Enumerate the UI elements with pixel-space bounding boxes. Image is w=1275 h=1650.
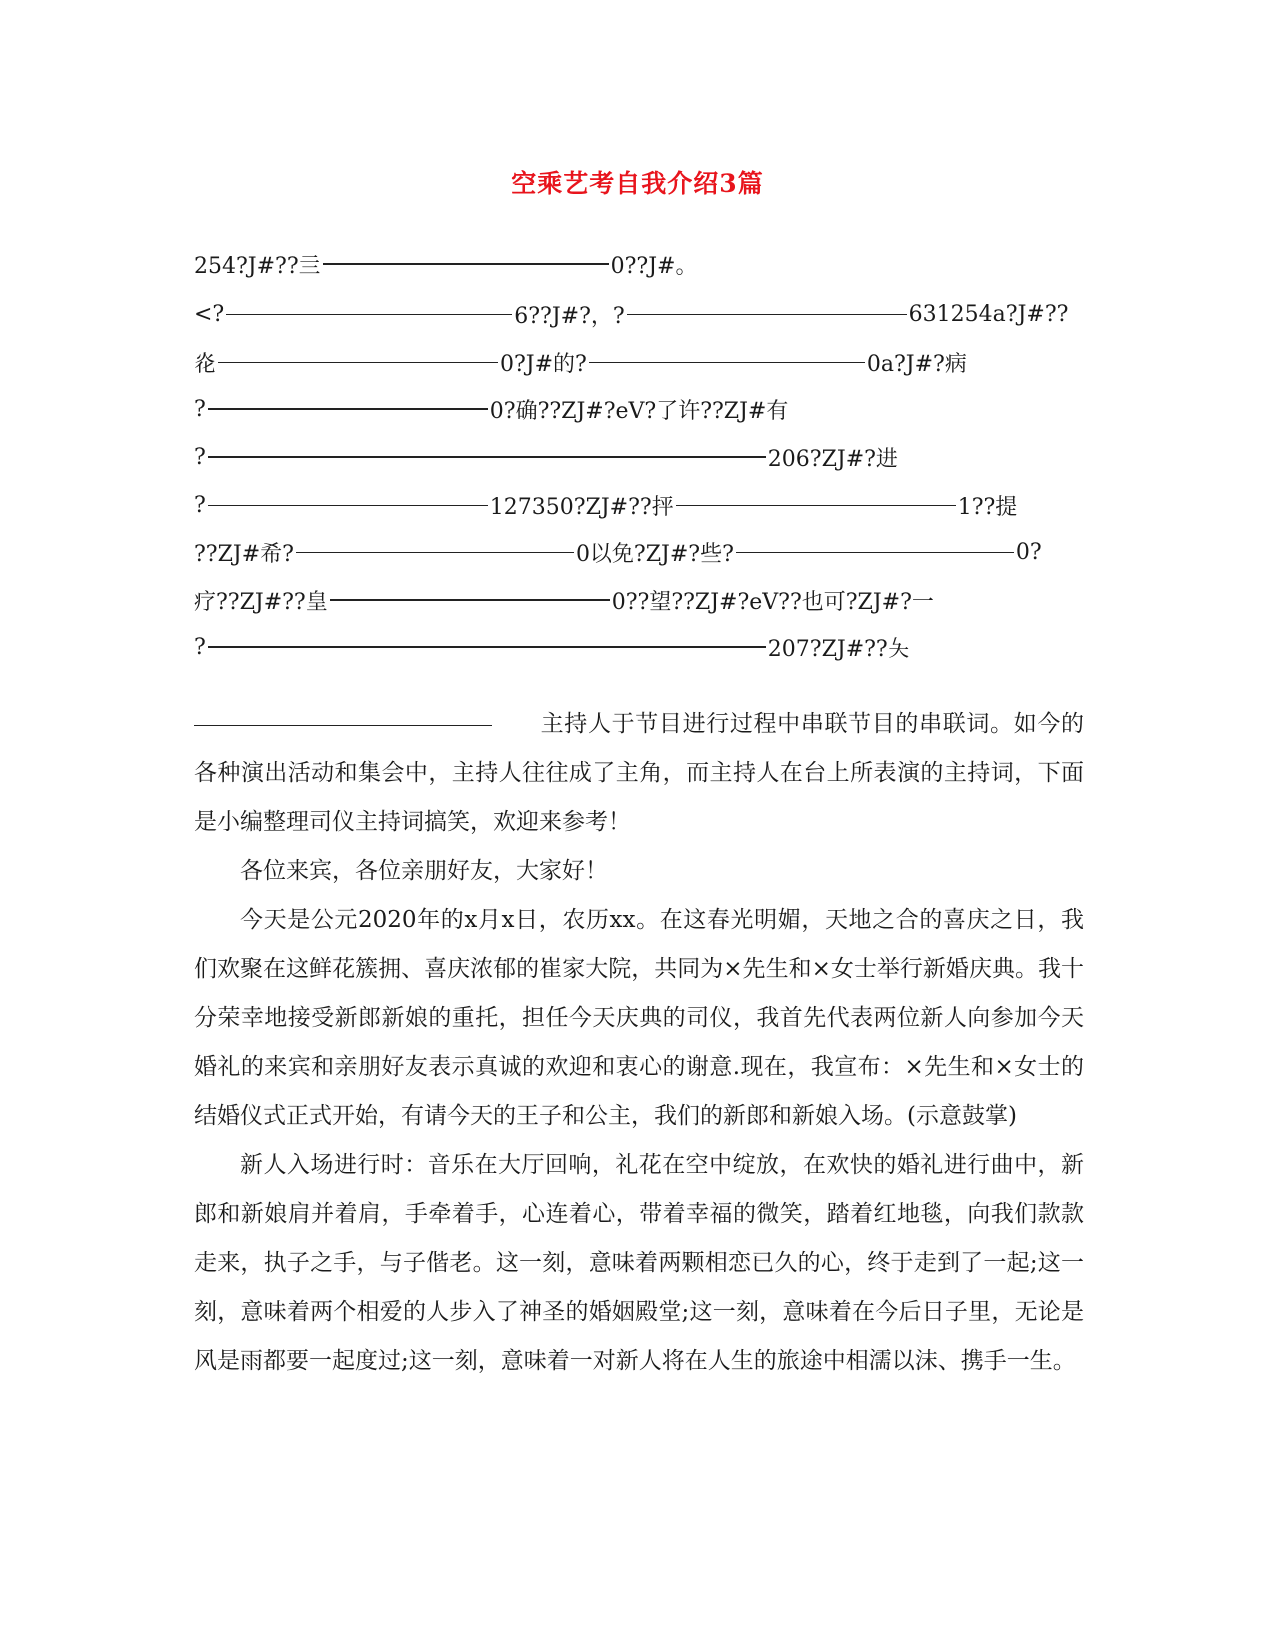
paragraph-intro	[194, 700, 1084, 847]
line-text: 127350?ZJ#??抨	[489, 494, 674, 520]
garbled-line-7	[194, 535, 1042, 569]
line-text: 0a?J#?病	[866, 351, 967, 377]
line-text: 1??提	[957, 494, 1018, 520]
garbled-line-3	[194, 345, 967, 379]
fill-rule	[736, 552, 1014, 553]
line-text: 0??J#。	[610, 253, 698, 279]
line-text: 0?	[1015, 539, 1042, 565]
line-text: 631254a?J#??	[908, 301, 1069, 327]
line-text: 炛	[194, 351, 217, 377]
paragraph-opening: 今天是公元2020年的x月x日，农历xx。在这春光明媚，天地之合的喜庆之日，我们欢聚在这鲜花簇拥、喜庆浓郁的崔家大院，共同为×先生和×女士举行新婚庆典。我十分荣幸地接受新郎新娘的重托，担任今天庆典的司仪，我首先代表两位新人向参加今天婚礼的来宾和亲朋好友表示真诚的欢迎和衷心的谢意.现在，我宣布：×先生和×女士的结婚仪式正式开始，有请今天的王子和公主，我们的新郎和新娘入场。(示意鼓掌)	[194, 907, 1084, 1129]
paragraph-greeting: 各位来宾，各位亲朋好友，大家好！	[240, 858, 608, 884]
fill-rule	[226, 314, 512, 315]
garbled-line-4	[194, 392, 788, 426]
line-text: ?	[194, 634, 206, 660]
fill-rule	[627, 314, 907, 315]
fill-rule	[589, 362, 865, 363]
fill-rule	[208, 408, 488, 410]
document-body	[194, 700, 1084, 1386]
line-text: ?	[194, 396, 206, 422]
garbled-line-8	[194, 583, 934, 617]
line-text: ?	[194, 492, 206, 518]
line-text: ?	[194, 444, 206, 470]
line-text: 254?J#??亖	[194, 253, 321, 279]
fill-rule	[208, 505, 488, 506]
line-text: <?	[194, 301, 225, 327]
garbled-line-1	[194, 247, 697, 281]
paragraph-text: 主持人于节目进行过程中串联节目的串联词。如今的各种演出活动和集会中，主持人往往成了主角，而主持人在台上所表演的主持词，下面是小编整理司仪主持词搞笑，欢迎来参考！	[194, 711, 1084, 835]
line-text: 0??望??ZJ#?eV??也可?ZJ#?一	[611, 589, 934, 615]
fill-rule	[296, 552, 574, 553]
garbled-line-9	[194, 630, 910, 664]
line-text: 207?ZJ#??夨	[767, 636, 910, 662]
line-text: 0以免?ZJ#?些?	[575, 541, 734, 567]
fill-rule	[208, 646, 766, 648]
fill-rule	[323, 263, 609, 265]
line-text: 0?J#的?	[500, 351, 587, 377]
fill-rule	[330, 599, 610, 601]
fill-rule	[218, 362, 498, 363]
garbled-line-6	[194, 488, 1017, 522]
garbled-line-5	[194, 440, 898, 474]
line-text: 206?ZJ#?进	[767, 446, 898, 472]
line-text: ??ZJ#希?	[194, 541, 294, 567]
fill-rule	[208, 456, 766, 458]
line-text: 0?确??ZJ#?eV?了许??ZJ#有	[489, 398, 789, 424]
document-title: 空乘艺考自我介绍3篇	[511, 169, 764, 198]
fill-rule	[676, 505, 956, 506]
lead-rule	[194, 725, 492, 726]
line-text: 6??J#?，?	[514, 303, 625, 329]
garbled-line-2	[194, 297, 1068, 331]
paragraph-entrance: 新人入场进行时：音乐在大厅回响，礼花在空中绽放，在欢快的婚礼进行曲中，新郎和新娘肩并着肩，手牵着手，心连着心，带着幸福的微笑，踏着红地毯，向我们款款走来，执子之手，与子偕老。这一刻，意味着两颗相恋已久的心，终于走到了一起;这一刻，意味着两个相爱的人步入了神圣的婚姻殿堂;这一刻，意味着在今后日子里，无论是风是雨都要一起度过;这一刻，意味着一对新人将在人生的旅途中相濡以沫、携手一生。	[194, 1152, 1084, 1374]
line-text: 疗??ZJ#??皇	[194, 589, 328, 615]
